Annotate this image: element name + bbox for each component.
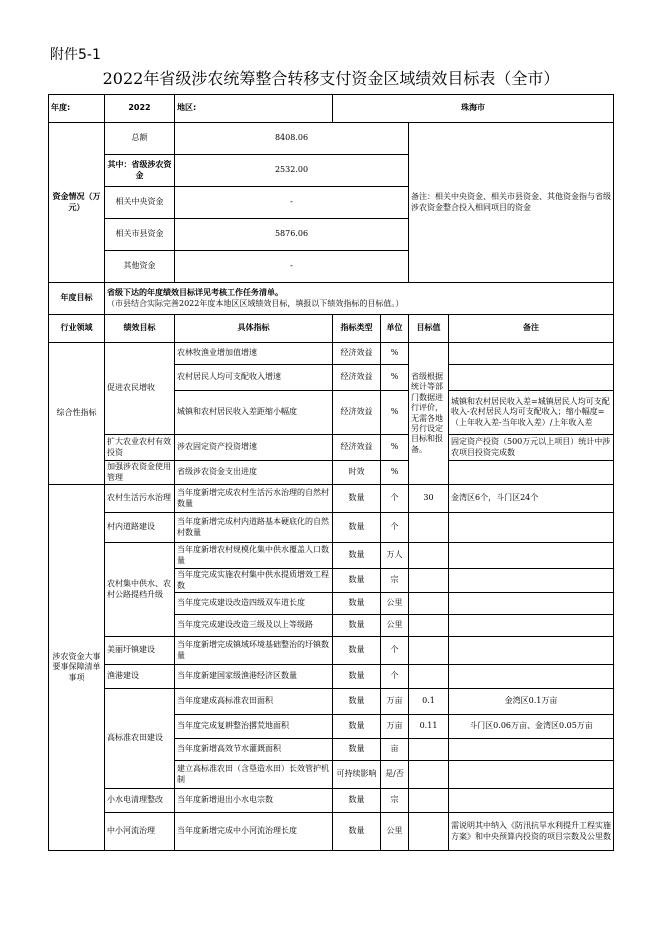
indicator-type: 经济效益 xyxy=(333,365,381,391)
indicator-text: 当年度新建国家级渔港经济区数量 xyxy=(175,665,333,689)
remark-cell xyxy=(449,665,614,689)
remark-cell xyxy=(449,513,614,543)
goal-road: 村内道路建设 xyxy=(105,513,175,543)
indicator-text: 当年度新增完成中小河流治理长度 xyxy=(175,813,333,851)
remark-invest: 固定资产投资（500万元以上项目）统计中涉农项目投资完成数 xyxy=(449,435,614,461)
indicator-unit: 个 xyxy=(381,637,409,665)
indicator-type: 数量 xyxy=(333,665,381,689)
indicator-unit: 个 xyxy=(381,665,409,689)
fund-value: 2532.00 xyxy=(175,155,409,187)
goal-river: 中小河流治理 xyxy=(105,813,175,851)
indicator-target xyxy=(409,637,449,665)
col-header-unit: 单位 xyxy=(381,315,409,343)
remark-income-gap: 城镇和农村居民收入差=城镇居民人均可支配收入-农村居民人均可支配收入；缩小幅度=（上年收入差-当年收入差）/上年收入差 xyxy=(449,391,614,435)
fund-value: 5876.06 xyxy=(175,219,409,251)
indicator-target xyxy=(409,543,449,569)
col-header-goal: 绩效目标 xyxy=(105,315,175,343)
indicator-type: 数量 xyxy=(333,569,381,593)
indicator-text: 农村居民人均可支配收入增速 xyxy=(175,365,333,391)
indicator-target: 30 xyxy=(409,485,449,513)
indicator-text: 当年度新增农村规模化集中供水覆盖人口数量 xyxy=(175,543,333,569)
indicator-unit: % xyxy=(381,391,409,435)
goal-sewage: 农村生活污水治理 xyxy=(105,485,175,513)
col-header-remark: 备注 xyxy=(449,315,614,343)
indicator-unit: 个 xyxy=(381,513,409,543)
indicator-type: 数量 xyxy=(333,739,381,761)
indicator-text: 当年度新增完成镇域环境基础整治的圩镇数量 xyxy=(175,637,333,665)
remark-cell xyxy=(449,615,614,637)
annual-goal-line1: 省级下达的年度绩效目标详见考核工作任务清单。 xyxy=(107,288,283,298)
indicator-text: 当年度新增退出小水电宗数 xyxy=(175,789,333,813)
indicator-type: 数量 xyxy=(333,637,381,665)
indicator-text: 当年度完成实施农村集中供水提质增效工程数 xyxy=(175,569,333,593)
indicator-type: 经济效益 xyxy=(333,391,381,435)
indicator-type: 数量 xyxy=(333,543,381,569)
goal-port: 渔港建设 xyxy=(105,665,175,689)
indicator-text: 当年度新增高效节水灌溉面积 xyxy=(175,739,333,761)
indicator-target xyxy=(409,569,449,593)
indicator-target xyxy=(409,761,449,789)
fund-label: 相关市县资金 xyxy=(105,219,175,251)
indicator-type: 数量 xyxy=(333,593,381,615)
year-label: 年度: xyxy=(49,95,105,123)
attachment-label: 附件5-1 xyxy=(50,47,101,63)
goal-farmland: 高标准农田建设 xyxy=(105,689,175,789)
indicator-text: 城镇和农村居民收入差距缩小幅度 xyxy=(175,391,333,435)
indicator-type: 经济效益 xyxy=(333,343,381,365)
indicator-text: 当年度新增完成村内道路基本硬底化的自然村数量 xyxy=(175,513,333,543)
remark-cell xyxy=(449,461,614,485)
indicator-type: 数量 xyxy=(333,615,381,637)
indicator-target xyxy=(409,789,449,813)
indicator-unit: 公里 xyxy=(381,813,409,851)
indicator-unit: 亩 xyxy=(381,739,409,761)
region-value: 珠海市 xyxy=(333,95,614,123)
indicator-unit: % xyxy=(381,435,409,461)
indicator-text: 当年度建成高标准农田面积 xyxy=(175,689,333,715)
indicator-target: 0.11 xyxy=(409,715,449,739)
remark-sewage: 金湾区6个，斗门区24个 xyxy=(449,485,614,513)
indicator-target xyxy=(409,813,449,851)
remark-cell xyxy=(449,761,614,789)
indicator-unit: 公里 xyxy=(381,593,409,615)
indicator-unit: 个 xyxy=(381,485,409,513)
fund-value: 8408.06 xyxy=(175,123,409,155)
section-key-items: 涉农资金大事要事保障清单事项 xyxy=(49,485,105,851)
indicator-text: 当年度完成复耕整治撂荒地面积 xyxy=(175,715,333,739)
indicator-text: 当年度完成建设改造三级及以上等级路 xyxy=(175,615,333,637)
indicator-text: 当年度新增完成农村生活污水治理的自然村数量 xyxy=(175,485,333,513)
indicator-target xyxy=(409,739,449,761)
fund-label: 相关中央资金 xyxy=(105,187,175,219)
remark-farmland: 金湾区0.1万亩 xyxy=(449,689,614,715)
year-value: 2022 xyxy=(105,95,175,123)
col-header-field: 行业领域 xyxy=(49,315,105,343)
remark-cell xyxy=(449,789,614,813)
indicator-type: 可持续影响 xyxy=(333,761,381,789)
indicator-text: 当年度完成建设改造四级双车道长度 xyxy=(175,593,333,615)
annual-goal-label: 年度目标 xyxy=(49,283,105,315)
page-title: 2022年省级涉农统筹整合转移支付资金区域绩效目标表（全市） xyxy=(102,69,560,88)
indicator-text: 建立高标准农田（含垦造水田）长效管护机制 xyxy=(175,761,333,789)
comprehensive-target-note: 省级根据统计等部门数据进行评价，无需各地另行设定目标和报备。 xyxy=(409,343,449,485)
fund-label: 其他资金 xyxy=(105,251,175,283)
col-header-indicator: 具体指标 xyxy=(175,315,333,343)
indicator-unit: % xyxy=(381,365,409,391)
indicator-target: 0.1 xyxy=(409,689,449,715)
indicator-target xyxy=(409,513,449,543)
goal-invest: 扩大农业农村有效投资 xyxy=(105,435,175,461)
funds-note: 备注：相关中央资金、相关市县资金、其他资金指与省级涉农资金整合投入相同项目的资金 xyxy=(409,123,614,283)
goal-town: 美丽圩镇建设 xyxy=(105,637,175,665)
indicator-target xyxy=(409,593,449,615)
indicator-unit: % xyxy=(381,343,409,365)
indicator-target xyxy=(409,665,449,689)
indicator-type: 数量 xyxy=(333,813,381,851)
indicator-unit: 万人 xyxy=(381,543,409,569)
col-header-type: 指标类型 xyxy=(333,315,381,343)
indicator-type: 数量 xyxy=(333,513,381,543)
goal-hydro: 小水电清理整改 xyxy=(105,789,175,813)
funds-section-label: 资金情况（万元） xyxy=(49,123,105,283)
col-header-target: 目标值 xyxy=(409,315,449,343)
indicator-type: 数量 xyxy=(333,485,381,513)
annual-goal-text xyxy=(105,283,614,315)
remark-cell xyxy=(449,739,614,761)
remark-cell xyxy=(449,365,614,391)
indicator-text: 涉农固定资产投资增速 xyxy=(175,435,333,461)
remark-cell xyxy=(449,593,614,615)
indicator-unit: 万亩 xyxy=(381,715,409,739)
remark-wasteland: 斗门区0.06万亩、金湾区0.05万亩 xyxy=(449,715,614,739)
goal-water-road: 农村集中供水、农村公路提档升级 xyxy=(105,543,175,637)
indicator-type: 数量 xyxy=(333,689,381,715)
indicator-text: 省级涉农资金支出进度 xyxy=(175,461,333,485)
section-comprehensive: 综合性指标 xyxy=(49,343,105,485)
indicator-unit: 公里 xyxy=(381,615,409,637)
remark-cell xyxy=(449,637,614,665)
indicator-unit: 万亩 xyxy=(381,689,409,715)
indicator-unit: 是/否 xyxy=(381,761,409,789)
fund-label: 总额 xyxy=(105,123,175,155)
fund-value: - xyxy=(175,187,409,219)
indicator-unit: 宗 xyxy=(381,789,409,813)
indicator-type: 经济效益 xyxy=(333,435,381,461)
region-label: 地区: xyxy=(175,95,333,123)
indicator-text: 农林牧渔业增加值增速 xyxy=(175,343,333,365)
indicator-type: 数量 xyxy=(333,715,381,739)
indicator-target xyxy=(409,615,449,637)
indicator-type: 时效 xyxy=(333,461,381,485)
remark-river: 需说明其中纳入《防汛抗旱水利提升工程实施方案》和中央预算内投资的项目宗数及公里数 xyxy=(449,813,614,851)
indicator-unit: % xyxy=(381,461,409,485)
goal-income: 促进农民增收 xyxy=(105,343,175,435)
goal-use: 加强涉农资金使用管理 xyxy=(105,461,175,485)
annual-goal-line2: （市县结合实际完善2022年度本地区区域绩效目标，填报以下绩效指标的目标值。） xyxy=(107,298,404,308)
fund-value: - xyxy=(175,251,409,283)
performance-table xyxy=(48,94,614,851)
fund-label: 其中：省级涉农资金 xyxy=(105,155,175,187)
remark-cell xyxy=(449,543,614,569)
indicator-unit: 宗 xyxy=(381,569,409,593)
remark-cell xyxy=(449,343,614,365)
remark-cell xyxy=(449,569,614,593)
indicator-type: 数量 xyxy=(333,789,381,813)
